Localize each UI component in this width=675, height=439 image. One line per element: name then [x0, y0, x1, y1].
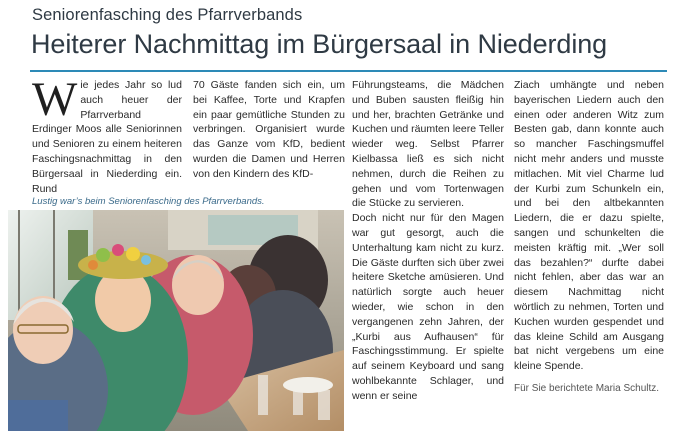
seniors-photo	[8, 210, 344, 431]
column-2-paragraph: 70 Gäste fanden sich ein, um bei Kaffee, Torte und Krapfen ein paar gemütliche Stunden zu verbringen. Organisiert wurde das Ganze vom KfD, bedient wurden die Damen und Herren von den Kindern des KfD-	[193, 79, 345, 180]
article-column-3	[352, 78, 504, 404]
article-column-4	[514, 78, 664, 397]
article-kicker: Seniorenfasching des Pfarrverbands	[32, 6, 303, 24]
column-3-paragraph-1: Führungsteams, die Mädchen und Buben sausten fleißig hin und her, brachten Getränke und Kuchen und räumten leere Teller wieder weg. Selbst Pfarrer Kielbassa ließ es sich nicht nehmen, durch die Reihen zu gehen und vom Tortenwagen die Stücke zu servieren.	[352, 79, 504, 210]
headline-rule	[30, 70, 667, 72]
column-3-paragraph-2: Doch nicht nur für den Magen war gut gesorgt, auch die Unterhaltung kam nicht zu kurz. Die Gäste durften sich über zwei heitere Sketche amüsieren. Und natürlich sorgte auch heuer wieder, wie schon in den vergangenen zehn Jahren, der „Kurbi aus Aufhausen“ für Faschingsstimmung. Er spielte auf seinem Keyboard und sang wohlbekannte Schlager, und wenn er seine	[352, 212, 504, 402]
drop-cap: W	[32, 73, 78, 126]
column-1-text: ie jedes Jahr so lud auch heuer der Pfarrverband Erdinger Moos alle Seniorinnen und Senioren zu einem heiteren Faschingsnachmittag in den Bürgersaal in Niederding ein. Rund	[32, 79, 182, 195]
column-4-paragraph: Ziach umhängte und neben bayerischen Liedern auch den einen oder anderen Witz zum Besten gab, dann konnte auch so mancher Faschingsmuffel nicht mehr anders und musste mitlachen. Mit viel Charme lud der Kurbi zum Schunkeln ein, und bei den altbekannten Liedern, die er dazu spielte, sangen und schunkelten die meisten kräftig mit. „Wer soll das bezahlen?“ durfte dabei nicht fehlen, aber das war an diesem Nachmittag nicht wörtlich zu nehmen, Torten und Kuchen wurden gespendet und das kleine Schild am Ausgang bat nicht vergebens um eine kleine Spende.	[514, 79, 664, 373]
photo-caption: Lustig war’s beim Seniorenfasching des Pfarrverbands.	[32, 196, 265, 207]
author-credit: Für Sie berichtete Maria Schultz.	[514, 382, 660, 394]
column-1-paragraph	[32, 73, 182, 196]
article-headline: Heiterer Nachmittag im Bürgersaal in Niederding	[31, 29, 608, 59]
article-column-1	[32, 73, 182, 196]
article-column-2	[193, 78, 345, 182]
